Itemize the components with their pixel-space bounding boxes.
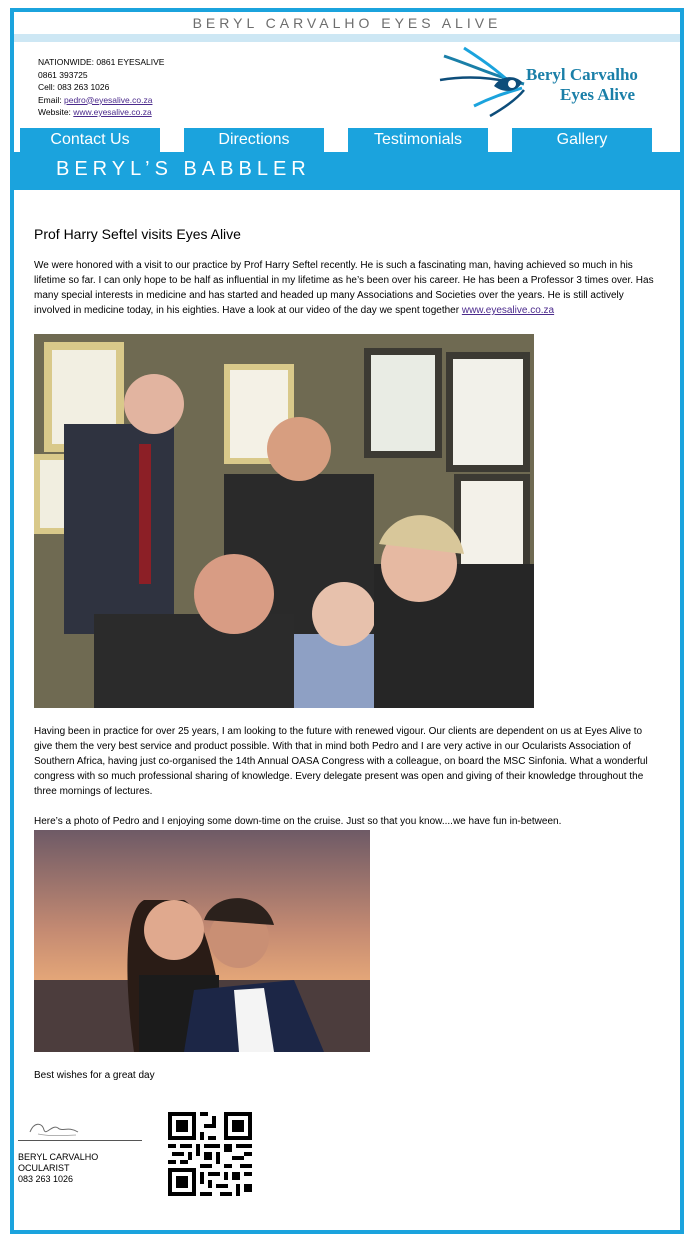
signature-block [18, 1152, 98, 1185]
main-nav [20, 128, 674, 152]
contact-email-label: Email: [38, 94, 64, 105]
eyes-alive-logo[interactable] [434, 46, 658, 120]
nav-gallery[interactable]: Gallery [512, 128, 652, 152]
blog-content [34, 212, 659, 242]
signature-line [18, 1140, 142, 1141]
post-paragraph-2: Having been in practice for over 25 years, I am looking to the future with renewed vigour. Our clients are dependent on us at Eyes Alive to give them the very best service and product possible. With that in mind both Pedro and I are very active in our Ocularists Association of Southern Africa, having just co-organised the 14th Annual OASA Congress with a colleague, on board the MSC Sinfonia. What a wonderful congress with so much professional sharing of knowledge. Every delegate present was open and giving of their knowledge throughout the three mornings of lectures. [34, 726, 648, 797]
post-paragraph-3: Here’s a photo of Pedro and I enjoying some down-time on the cruise. Just so that you know....we have fun in-between. [34, 816, 562, 827]
logo-text-line1: Beryl Carvalho [526, 65, 638, 84]
banner-title: BERYL CARVALHO EYES ALIVE [192, 15, 502, 31]
nav-testimonials[interactable]: Testimonials [348, 128, 488, 152]
banner-strip [14, 34, 680, 42]
group-photo [34, 334, 534, 708]
website-link[interactable]: www.eyesalive.co.za [73, 107, 152, 117]
contact-email-row [38, 94, 164, 107]
nav-directions[interactable]: Directions [184, 128, 324, 152]
post-title: Prof Harry Seftel visits Eyes Alive [34, 226, 241, 242]
post-paragraph-1 [34, 258, 659, 318]
nav-contact-us[interactable]: Contact Us [20, 128, 160, 152]
contact-website-label: Website: [38, 107, 74, 117]
section-title: BERYL’S BABBLER [56, 158, 311, 180]
cruise-photo [34, 830, 370, 1052]
post-paragraph-1-text: We were honored with a visit to our practice by Prof Harry Seftel recently. He is such a fascinating man, having achieved so much in his lifetime so far. I can only hope to be half as influential in my lifetime as he’s been over his career. He has been a Professor 3 times over. Has many special interests in medicine and has started and headed up many Associations and Societies over the years. He is still actively involved in medicine today, in his eighties. Have a look at our video of the day we spent together [34, 260, 654, 316]
signature-phone: 083 263 1026 [18, 1174, 74, 1184]
page-frame [10, 8, 684, 1234]
video-link[interactable]: www.eyesalive.co.za [461, 305, 555, 316]
email-link[interactable]: pedro@eyesalive.co.za [63, 94, 153, 105]
qr-code[interactable] [168, 1112, 252, 1196]
signature-role: OCULARIST [18, 1163, 70, 1173]
logo-text-line2: Eyes Alive [560, 85, 636, 104]
contact-nationwide: NATIONWIDE: 0861 EYESALIVE [38, 57, 165, 67]
contact-cell: Cell: 083 263 1026 [38, 82, 110, 92]
signature-scribble [28, 1118, 80, 1138]
contact-website-row [38, 106, 164, 119]
section-band [14, 152, 680, 190]
contact-block [38, 56, 164, 119]
closing-text: Best wishes for a great day [34, 1070, 155, 1081]
signature-name: BERYL CARVALHO [18, 1152, 99, 1162]
contact-phone: 0861 393725 [38, 69, 88, 80]
